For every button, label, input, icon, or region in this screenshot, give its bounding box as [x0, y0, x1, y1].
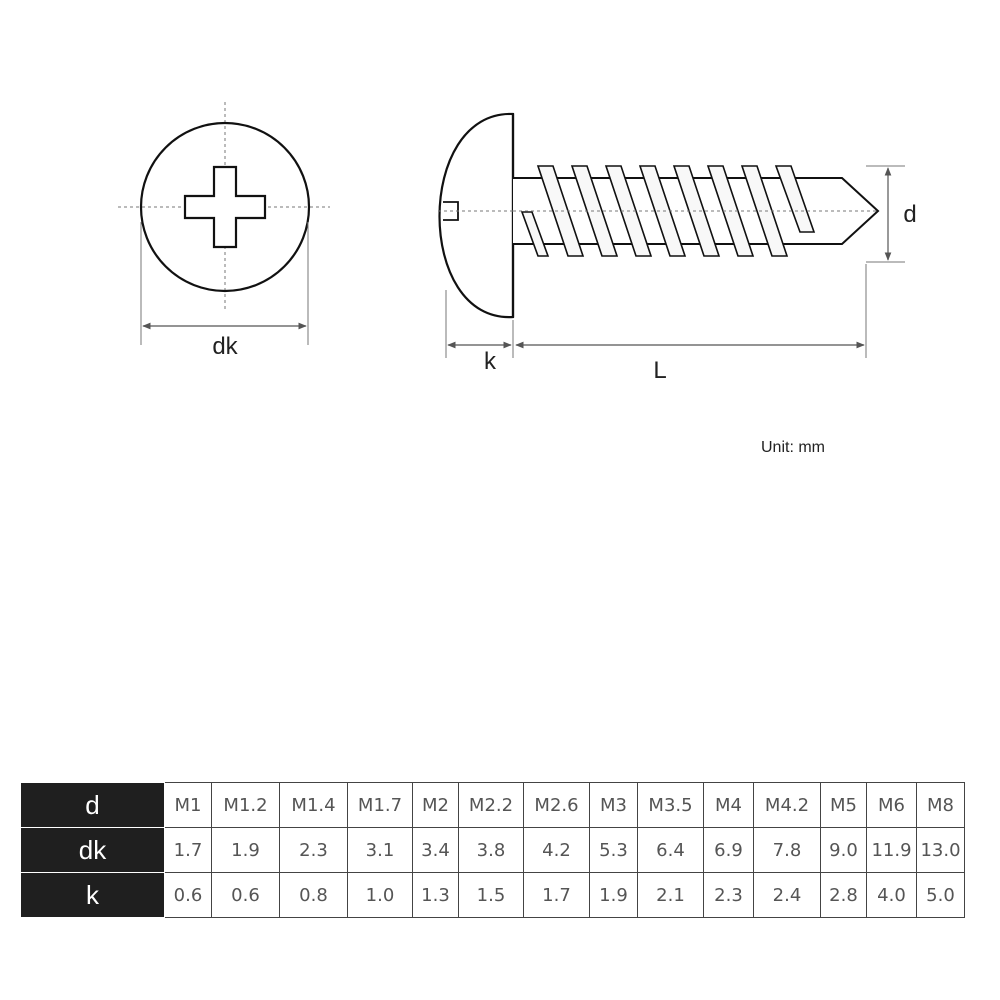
k-cell: 2.8	[821, 873, 867, 918]
size-cell: M2.2	[459, 783, 524, 828]
size-cell: M4	[704, 783, 754, 828]
table-row-k	[21, 873, 965, 918]
size-cell: M3	[590, 783, 638, 828]
dk-cell: 2.3	[280, 828, 348, 873]
d-label: d	[903, 201, 917, 228]
screw-side-view	[438, 114, 878, 317]
k-cell: 1.7	[524, 873, 590, 918]
k-cell: 2.1	[638, 873, 704, 918]
size-cell: M1.4	[280, 783, 348, 828]
size-cell: M3.5	[638, 783, 704, 828]
k-cell: 1.5	[459, 873, 524, 918]
k-cell: 0.8	[280, 873, 348, 918]
k-cell: 0.6	[165, 873, 212, 918]
L-dimension	[516, 264, 866, 384]
screw-dimension-drawing	[0, 0, 1000, 470]
k-cell: 2.3	[704, 873, 754, 918]
dk-cell: 7.8	[754, 828, 821, 873]
spec-table	[20, 782, 965, 918]
k-cell: 1.9	[590, 873, 638, 918]
L-label: L	[653, 357, 667, 384]
size-cell: M1.2	[212, 783, 280, 828]
phillips-cross-icon	[185, 167, 265, 247]
dk-cell: 13.0	[917, 828, 965, 873]
size-cell: M8	[917, 783, 965, 828]
dk-cell: 1.9	[212, 828, 280, 873]
k-cell: 1.0	[348, 873, 413, 918]
k-cell: 1.3	[413, 873, 459, 918]
head-top-view	[118, 102, 330, 312]
row-header-k: k	[21, 873, 165, 918]
screw-head	[440, 114, 514, 317]
dk-cell: 6.4	[638, 828, 704, 873]
dk-cell: 4.2	[524, 828, 590, 873]
row-header-dk: dk	[21, 828, 165, 873]
k-label: k	[484, 348, 496, 375]
size-cell: M1	[165, 783, 212, 828]
dk-cell: 3.8	[459, 828, 524, 873]
dk-cell: 3.4	[413, 828, 459, 873]
dk-cell: 11.9	[867, 828, 917, 873]
dk-label: dk	[212, 333, 238, 360]
k-cell: 0.6	[212, 873, 280, 918]
dk-cell: 3.1	[348, 828, 413, 873]
size-cell: M1.7	[348, 783, 413, 828]
size-cell: M5	[821, 783, 867, 828]
unit-note: Unit: mm	[761, 439, 825, 456]
size-cell: M2.6	[524, 783, 590, 828]
size-cell: M2	[413, 783, 459, 828]
size-cell: M4.2	[754, 783, 821, 828]
k-cell: 5.0	[917, 873, 965, 918]
k-cell: 4.0	[867, 873, 917, 918]
size-cell: M6	[867, 783, 917, 828]
table-row-d	[21, 783, 965, 828]
dk-cell: 5.3	[590, 828, 638, 873]
k-cell: 2.4	[754, 873, 821, 918]
table-row-dk	[21, 828, 965, 873]
dk-cell: 1.7	[165, 828, 212, 873]
row-header-d: d	[21, 783, 165, 828]
dk-cell: 6.9	[704, 828, 754, 873]
dk-cell: 9.0	[821, 828, 867, 873]
